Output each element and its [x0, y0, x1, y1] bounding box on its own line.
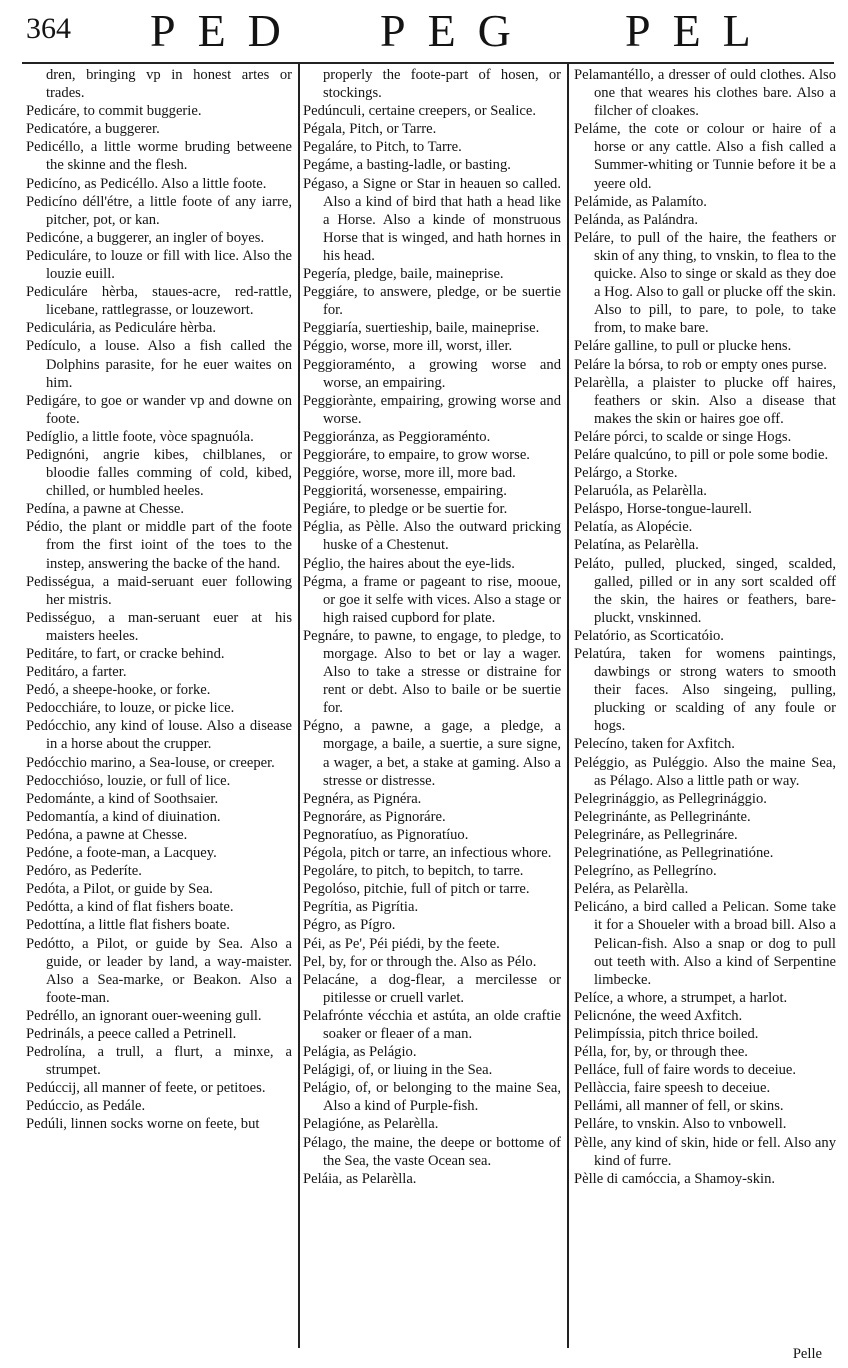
dictionary-entry: Pedicáre, to commit buggerie. — [26, 103, 202, 120]
dictionary-entry: Pegería, pledge, baile, maineprise. — [303, 266, 504, 283]
dictionary-entry: Péglio, the haires about the eye-lids. — [303, 555, 515, 572]
dictionary-entry: Peggiáre, to answere, pledge, or be suertie for. — [303, 284, 561, 319]
dictionary-entry: Pédio, the plant or middle part of the foote from the first ioint of the toes to the instep, answering the backe of the hand. — [26, 519, 292, 572]
dictionary-entry: Peláia, as Pelarèlla. — [303, 1170, 417, 1187]
dictionary-entry: Pelláce, full of faire words to deceiue. — [574, 1062, 797, 1079]
dictionary-entry: Peláre qualcúno, to pill or pole some bodie. — [574, 446, 829, 463]
header-rule — [22, 62, 834, 64]
dictionary-entry: Pelamantéllo, a dresser of ould clothes. Also one that weares his clothes bare. Also a filcher of cloakes. — [574, 67, 836, 120]
dictionary-entry: Pelafrónte vécchia et astúta, an olde craftie soaker or fleaer of a man. — [303, 1007, 561, 1042]
dictionary-entry: Pedicíno déll'étre, a little foote of any iarre, pitcher, pot, or kan. — [26, 193, 292, 228]
dictionary-entry: Pelegrinánte, as Pellegrinánte. — [574, 808, 751, 825]
dictionary-entry: Pedisségua, a maid-seruant euer following her mistris. — [26, 573, 292, 608]
dictionary-entry: properly the foote-part of hosen, or stockings. — [323, 67, 561, 102]
dictionary-entry: Pegnéra, as Pignéra. — [303, 790, 422, 807]
dictionary-entry: Pélla, for, by, or through thee. — [574, 1044, 748, 1061]
dictionary-entry: Pegolóso, pitchie, full of pitch or tarre. — [303, 881, 530, 898]
dictionary-entry: Pégola, pitch or tarre, an infectious whore. — [303, 845, 552, 862]
dictionary-entry: Peditáre, to fart, or cracke behind. — [26, 646, 225, 662]
dictionary-entry: Pedóne, a foote-man, a Lacquey. — [26, 845, 217, 862]
dictionary-entry: Pedótto, a Pilot, or guide by Sea. Also a guide, or leader by land, a way-maister. Also a Sea-marke, or Beakon. Also a foote-man. — [26, 935, 292, 1006]
dictionary-entry: Pedúli, linnen socks worne on feete, but — [26, 1116, 260, 1133]
dictionary-entry: Pégro, as Pígro. — [303, 917, 396, 934]
dictionary-entry: Pelárgo, a Storke. — [574, 465, 678, 482]
dictionary-entry: Pelegrinággio, as Pellegrinággio. — [574, 790, 767, 807]
dictionary-entry: Pelarèlla, a plaister to plucke off haires, feathers or skin. Also a disease that makes the skin or haires goe off. — [574, 374, 836, 427]
dictionary-entry: Pedomantía, a kind of diuination. — [26, 808, 221, 825]
column-1 — [26, 66, 292, 1134]
dictionary-entry: Peléra, as Pelarèlla. — [574, 881, 689, 898]
dictionary-entry: Pelagióne, as Pelarèlla. — [303, 1116, 439, 1133]
dictionary-entry: Pelatúra, taken for womens paintings, dawbings or strong waters to smooth their faces. Also singeing, pulling, plucking or scalding of any foule or hogs. — [574, 646, 836, 735]
column-2 — [303, 66, 561, 1188]
dictionary-entry: Pélago, the maine, the deepe or bottome of the Sea, the vaste Ocean sea. — [303, 1134, 561, 1169]
dictionary-entry: Pégno, a pawne, a gage, a pledge, a morgage, a baile, a suertie, a sure signe, a wager, a bet, a stake at gaming. Also a stresse or distresse. — [303, 718, 561, 789]
dictionary-entry: Péi, as Pe', Péi piédi, by the feete. — [303, 935, 500, 952]
dictionary-entry: Pelegríno, as Pellegríno. — [574, 863, 717, 880]
dictionary-entry: Pedicíno, as Pedicéllo. Also a little foote. — [26, 175, 267, 192]
dictionary-entry: Pegnáre, to pawne, to engage, to pledge, to morgage. Also to bet or lay a wager. Also to take a stresse or distraine for rent or debt. Also to baile or be suertie for. — [303, 627, 561, 717]
catchword: Pelle — [792, 1346, 822, 1362]
dictionary-entry: Pedrolína, a trull, a flurt, a minxe, a strumpet. — [26, 1044, 292, 1079]
dictionary-entry: Pelánda, as Palándra. — [574, 211, 699, 228]
dictionary-entry: Pedócchio marino, a Sea-louse, or creeper. — [26, 754, 275, 771]
dictionary-entry: Pelecíno, taken for Axfitch. — [574, 736, 735, 753]
dictionary-entry: Pelicnóne, the weed Axfitch. — [574, 1007, 743, 1024]
dictionary-entry: Pellámi, all manner of fell, or skins. — [574, 1098, 784, 1115]
dictionary-entry: Peláre, to pull of the haire, the feathers or skin of any thing, to vnskin, to flea to the quicke. Also to singe or skald as they doe a Hog. Also to gall or plucke off the skin. Also to pill, to pare, to pole, to take from, to make bare. — [574, 229, 836, 337]
dictionary-entry: dren, bringing vp in honest artes or trades. — [46, 67, 292, 102]
dictionary-entry: Pedócchio, any kind of louse. Also a disease in a horse about the crupper. — [26, 718, 292, 753]
dictionary-entry: Pedóna, a pawne at Chesse. — [26, 826, 188, 843]
dictionary-entry: Pégala, Pitch, or Tarre. — [303, 121, 437, 138]
dictionary-entry: Pedicatóre, a buggerer. — [26, 121, 160, 138]
dictionary-entry: Pegáme, a basting-ladle, or basting. — [303, 157, 511, 174]
guide-word-left: PED — [150, 5, 303, 56]
dictionary-entry: Peggioritá, worsenesse, empairing. — [303, 483, 507, 500]
dictionary-entry: Pèlle, any kind of skin, hide or fell. Also any kind of furre. — [574, 1134, 836, 1169]
dictionary-entry: Pel, by, for or through the. Also as Pélo. — [303, 953, 537, 970]
dictionary-entry: Peláre la bórsa, to rob or empty ones purse. — [574, 356, 827, 373]
dictionary-entry: Peggioraménto, a growing worse and worse, an empairing. — [303, 356, 561, 391]
dictionary-entry: Pelegrinatióne, as Pellegrinatióne. — [574, 845, 774, 862]
dictionary-entry: Pediculáre hèrba, staues-acre, red-rattle, licebane, rattlegrasse, or louzewort. — [26, 284, 292, 319]
page-number: 364 — [26, 12, 71, 45]
dictionary-entry: Pedína, a pawne at Chesse. — [26, 501, 185, 518]
dictionary-entry: Pelimpíssia, pitch thrice boiled. — [574, 1025, 759, 1042]
dictionary-entry: Pelaruóla, as Pelarèlla. — [574, 483, 707, 500]
dictionary-entry: Pedignóni, angrie kibes, chilblanes, or bloodie falles comming of cold, kibed, chilled, or humbled heeles. — [26, 446, 292, 500]
dictionary-entry: Pedicéllo, a little worme bruding betweene the skinne and the flesh. — [26, 139, 292, 174]
dictionary-entry: Peláto, pulled, plucked, singed, scalded, galled, pilled or in any sort scalded off the skin, the haires or feathers, bare-pluckt, vnskinned. — [574, 555, 836, 626]
dictionary-entry: Pediculária, as Pediculáre hèrba. — [26, 320, 217, 337]
dictionary-entry: Peláre galline, to pull or plucke hens. — [574, 338, 792, 355]
dictionary-entry: Peggioráre, to empaire, to grow worse. — [303, 446, 530, 463]
dictionary-entry: Pedománte, a kind of Soothsaier. — [26, 790, 219, 807]
guide-word-right: PEL — [625, 5, 773, 56]
dictionary-entry: Pelatía, as Alopécie. — [574, 519, 693, 536]
dictionary-entry: Peléggio, as Puléggio. Also the maine Sea, as Pélago. Also a little path or way. — [574, 754, 836, 789]
dictionary-entry: Pelágigi, of, or liuing in the Sea. — [303, 1062, 493, 1079]
dictionary-entry: Pedículo, a louse. Also a fish called the Dolphins parasite, for he euer waites on him. — [26, 338, 292, 391]
dictionary-entry: Pegrítia, as Pigrítia. — [303, 899, 419, 916]
column-3 — [574, 66, 836, 1188]
dictionary-entry: Pedíglio, a little foote, vòce spagnuóla. — [26, 428, 254, 445]
dictionary-entry: Peggiorànte, empairing, growing worse and worse. — [303, 392, 561, 427]
guide-word-center: PEG — [380, 5, 533, 56]
dictionary-entry: Pelágia, as Pelágio. — [303, 1044, 417, 1061]
dictionary-entry: Pelicáno, a bird called a Pelican. Some take it for a Shoueler with a broad bill. Also a Pelican-fish. Also a snap or dog to pull out teeth with. Also a kind of Serpentine limbecke. — [574, 899, 836, 988]
dictionary-entry: Pelágio, of, or belonging to the maine Sea, Also a kind of Purple-fish. — [303, 1080, 561, 1115]
dictionary-entry: Peggiaría, suertieship, baile, maineprise. — [303, 320, 540, 337]
dictionary-entry: Pedótta, a kind of flat fishers boate. — [26, 899, 234, 916]
dictionary-entry: Pegnoratíuo, as Pignoratíuo. — [303, 826, 469, 843]
dictionary-entry: Pegiáre, to pledge or be suertie for. — [303, 501, 508, 518]
dictionary-entry: Pedrináls, a peece called a Petrinell. — [26, 1025, 237, 1042]
dictionary-entry: Pedottína, a little flat fishers boate. — [26, 917, 230, 934]
dictionary-entry: Peggioránza, as Peggioraménto. — [303, 428, 491, 445]
dictionary-entry: Pedigáre, to goe or wander vp and downe on foote. — [26, 392, 292, 427]
dictionary-entry: Pèlle di camóccia, a Shamoy-skin. — [574, 1170, 776, 1187]
dictionary-entry: Pedréllo, an ignorant ouer-weening gull. — [26, 1007, 262, 1024]
dictionary-entry: Pedúnculi, certaine creepers, or Sealice. — [303, 103, 536, 120]
dictionary-entry: Pedicóne, a buggerer, an ingler of boyes. — [26, 229, 265, 246]
dictionary-entry: Pedóta, a Pilot, or guide by Sea. — [26, 881, 213, 898]
running-header — [0, 0, 848, 58]
dictionary-entry: Pelámide, as Palamíto. — [574, 193, 707, 210]
column-divider-2 — [567, 64, 569, 1348]
dictionary-entry: Pedocchiáre, to louze, or picke lice. — [26, 700, 235, 717]
dictionary-entry: Peggióre, worse, more ill, more bad. — [303, 465, 516, 482]
dictionary-entry: Pelláre, to vnskin. Also to vnbowell. — [574, 1116, 787, 1133]
dictionary-entry: Pegaláre, to Pitch, to Tarre. — [303, 139, 462, 156]
dictionary-entry: Péglia, as Pèlle. Also the outward pricking huske of a Chestenut. — [303, 519, 561, 554]
dictionary-entry: Pelatína, as Pelarèlla. — [574, 537, 699, 554]
dictionary-entry: Pedóro, as Pederíte. — [26, 863, 142, 880]
column-divider-1 — [298, 64, 300, 1348]
dictionary-entry: Pégma, a frame or pageant to rise, mooue, or goe it selfe with vices. Also a stage or high raised cupbord for plate. — [303, 573, 561, 626]
dictionary-entry: Pedisséguo, a man-seruant euer at his maisters heeles. — [26, 609, 292, 644]
dictionary-entry: Pedocchióso, louzie, or full of lice. — [26, 772, 231, 789]
dictionary-entry: Pelacáne, a dog-flear, a mercilesse or pitilesse or cruell varlet. — [303, 971, 561, 1006]
dictionary-entry: Pedó, a sheepe-hooke, or forke. — [26, 682, 211, 699]
dictionary-entry: Peláme, the cote or colour or haire of a horse or any cattle. Also a fish called a Summer-whiting or Tunnie before it be a yeere old. — [574, 121, 836, 192]
dictionary-entry: Pelegrináre, as Pellegrináre. — [574, 826, 738, 843]
dictionary-entry: Pelíce, a whore, a strumpet, a harlot. — [574, 989, 788, 1006]
dictionary-entry: Peláre pórci, to scalde or singe Hogs. — [574, 428, 792, 445]
dictionary-entry: Pediculáre, to louze or fill with lice. Also the louzie euill. — [26, 247, 292, 283]
dictionary-entry: Pegnoráre, as Pignoráre. — [303, 808, 446, 825]
dictionary-entry: Pégaso, a Signe or Star in heauen so called. Also a kind of bird that hath a head like a Horse. Also a kinde of monstruous Horse that is winged, and hath hornes in his head. — [303, 175, 561, 264]
dictionary-entry: Pedúccio, as Pedále. — [26, 1098, 146, 1115]
dictionary-entry: Pegoláre, to pitch, to bepitch, to tarre. — [303, 863, 524, 880]
dictionary-entry: Pellàccia, faire speesh to deceiue. — [574, 1080, 771, 1097]
dictionary-entry: Peditáro, a farter. — [26, 664, 127, 681]
dictionary-entry: Pelatório, as Scorticatóio. — [574, 627, 724, 644]
dictionary-entry: Pedúccij, all manner of feete, or petitoes. — [26, 1080, 266, 1097]
dictionary-entry: Péggio, worse, more ill, worst, iller. — [303, 338, 513, 355]
dictionary-entry: Peláspo, Horse-tongue-laurell. — [574, 501, 752, 518]
